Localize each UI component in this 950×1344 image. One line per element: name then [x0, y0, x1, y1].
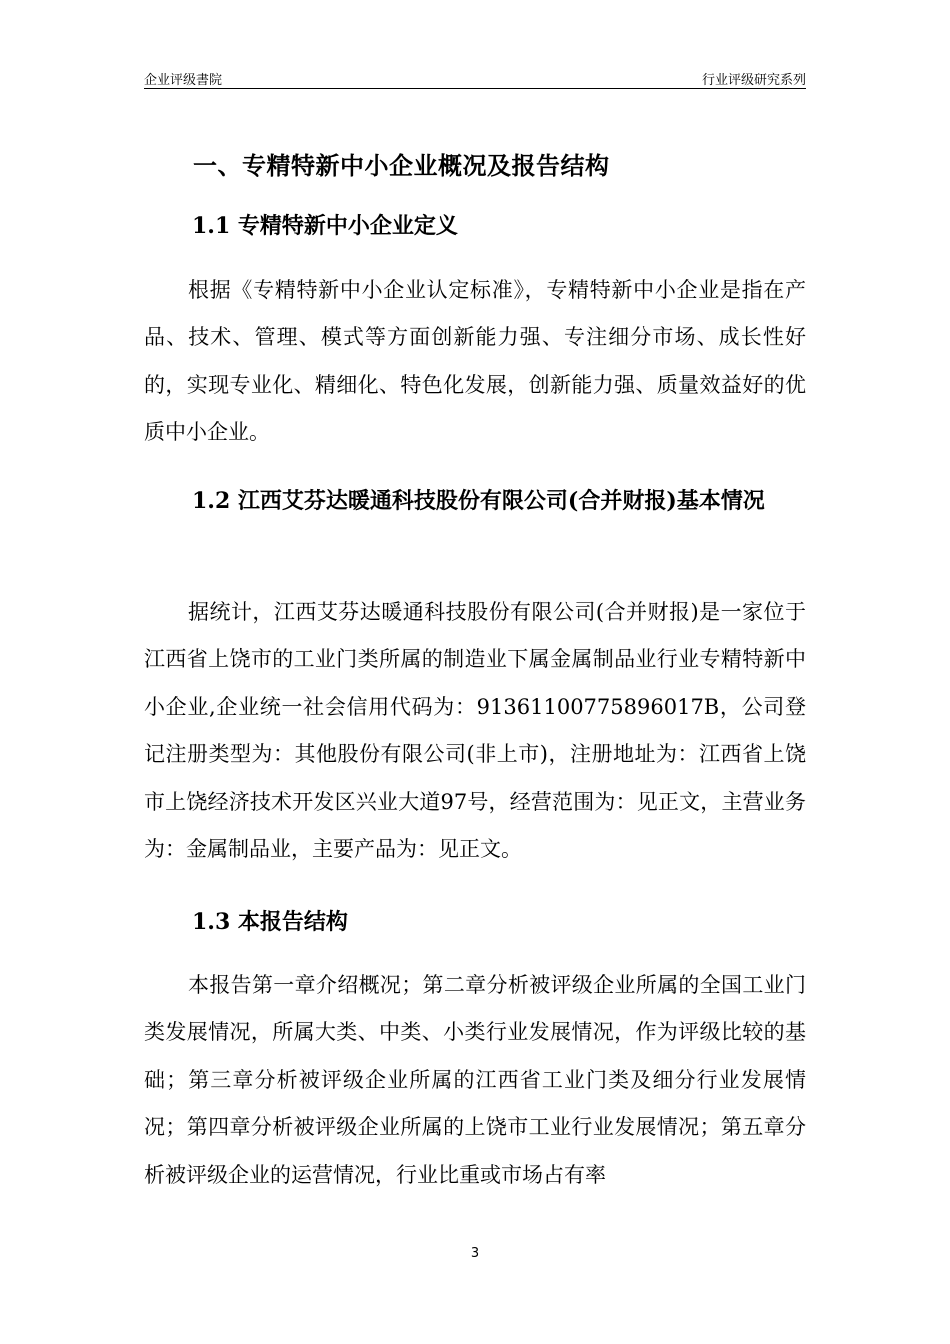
section-1-heading: 一、专精特新中小企业概况及报告结构: [193, 151, 610, 180]
header-right-title: 行业评级研究系列: [701, 73, 806, 88]
section-1-3-heading: 1.3 本报告结构: [192, 909, 348, 935]
page-header: [144, 66, 806, 89]
header-left-title: 企业评级書院: [144, 73, 223, 88]
page-number: 3: [470, 1246, 480, 1261]
section-1-2-heading: 1.2 江西艾芬达暖通科技股份有限公司(合并财报)基本情况: [192, 488, 765, 514]
section-1-2-paragraph: 据统计，江西艾芬达暖通科技股份有限公司(合并财报)是一家位于江西省上饶市的工业门类所属的制造业下属金属制品业行业专精特新中小企业,企业统一社会信用代码为：91361100775896017B，公司登记注册类型为：其他股份有限公司(非上市)，注册地址为：江西省上饶市上饶经济技术开发区兴业大道97号，经营范围为：见正文，主营业务为：金属制品业，主要产品为：见正文。: [144, 600, 806, 862]
section-1-3-paragraph: 本报告第一章介绍概况；第二章分析被评级企业所属的全国工业门类发展情况，所属大类、中类、小类行业发展情况，作为评级比较的基础；第三章分析被评级企业所属的江西省工业门类及细分行业发展情况；第四章分析被评级企业所属的上饶市工业行业发展情况；第五章分析被评级企业的运营情况，行业比重或市场占有率: [144, 973, 806, 1187]
section-1-1-paragraph: 根据《专精特新中小企业认定标准》，专精特新中小企业是指在产品、技术、管理、模式等方面创新能力强、专注细分市场、成长性好的，实现专业化、精细化、特色化发展，创新能力强、质量效益好的优质中小企业。: [144, 278, 806, 445]
section-1-1-heading: 1.1 专精特新中小企业定义: [192, 213, 458, 239]
